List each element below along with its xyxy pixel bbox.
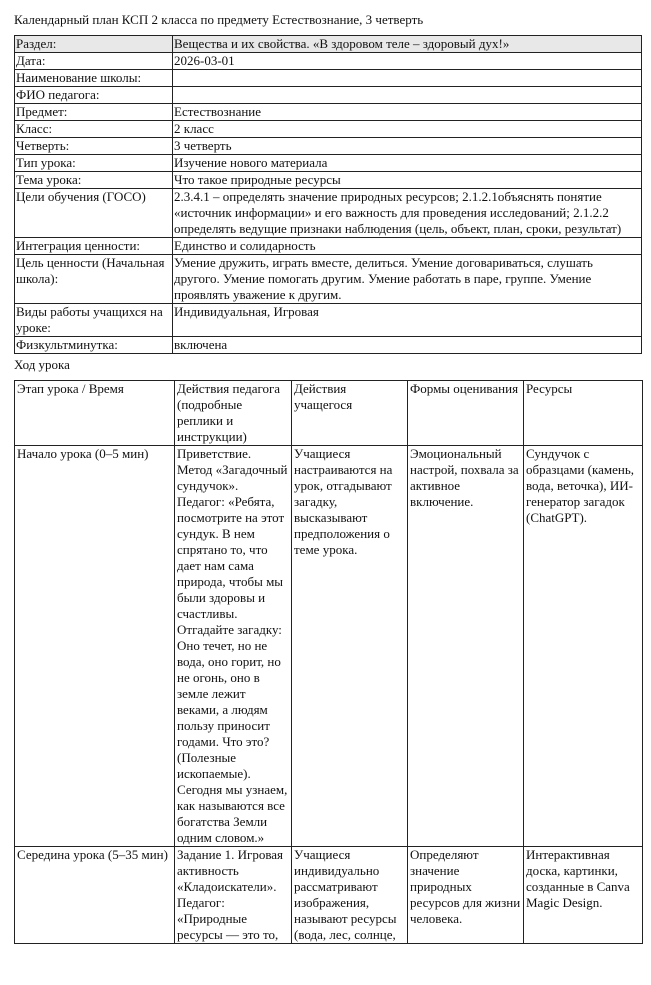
info-key: Тип урока: [15,155,173,172]
lesson-steps-table [14,380,643,944]
info-row [15,121,642,138]
info-value: 2 класс [173,121,642,138]
step-row [15,446,643,847]
info-key: Цели обучения (ГОСО) [15,189,173,238]
info-value [173,70,642,87]
info-value: Изучение нового материала [173,155,642,172]
info-value: 2.3.4.1 – определять значение природных ресурсов; 2.1.2.1объяснять понятие «источник информации» и его важность для проведения исследований; 2.1.2.2 определять ведущие признаки наблюдения (цель, объект, план, сроки, результат) [173,189,642,238]
info-row [15,155,642,172]
info-key: Тема урока: [15,172,173,189]
info-key: Четверть: [15,138,173,155]
info-value: Единство и солидарность [173,238,642,255]
info-key: Дата: [15,53,173,70]
step-student: Учащиеся индивидуально рассматривают изображения, называют ресурсы (вода, лес, солнце, [292,847,408,944]
step-student: Учащиеся настраиваются на урок, отгадывают загадку, высказывают предположения о теме урока. [292,446,408,847]
info-row [15,189,642,238]
info-value [173,87,642,104]
info-key: Предмет: [15,104,173,121]
info-row [15,238,642,255]
info-value: Умение дружить, играть вместе, делиться. Умение договариваться, слушать другого. Умение помогать другим. Умение работать в паре, группе. Умение проявлять уважение к другим. [173,255,642,304]
info-row [15,87,642,104]
info-key: Цель ценности (Начальная школа): [15,255,173,304]
info-value: 2026-03-01 [173,53,642,70]
info-row [15,172,642,189]
info-row [15,337,642,354]
info-key: Виды работы учащихся на уроке: [15,304,173,337]
steps-header-row [15,381,643,446]
info-key: Класс: [15,121,173,138]
header-student: Действия учащегося [292,381,408,446]
step-resources: Сундучок с образцами (камень, вода, веточка), ИИ-генератор загадок (ChatGPT). [524,446,643,847]
step-row [15,847,643,944]
info-row [15,70,642,87]
info-row [15,53,642,70]
info-value: Естествознание [173,104,642,121]
step-assessment: Эмоциональный настрой, похвала за активное включение. [408,446,524,847]
info-row [15,138,642,155]
info-value: Вещества и их свойства. «В здоровом теле – здоровый дух!» [173,36,642,53]
step-stage: Середина урока (5–35 мин) [15,847,175,944]
info-row [15,304,642,337]
info-key: Интеграция ценности: [15,238,173,255]
lesson-flow-label: Ход урока [14,357,70,372]
header-teacher: Действия педагога (подробные реплики и инструкции) [175,381,292,446]
info-key: Физкультминутка: [15,337,173,354]
step-teacher: Задание 1. Игровая активность «Кладоискатели». Педагог: «Природные ресурсы — это то, [175,847,292,944]
info-value: Индивидуальная, Игровая [173,304,642,337]
header-resources: Ресурсы [524,381,643,446]
info-row [15,104,642,121]
info-row [15,255,642,304]
step-resources: Интерактивная доска, картинки, созданные в Canva Magic Design. [524,847,643,944]
info-value: Что такое природные ресурсы [173,172,642,189]
info-row [15,36,642,53]
info-key: Наименование школы: [15,70,173,87]
header-stage: Этап урока / Время [15,381,175,446]
step-teacher: Приветствие. Метод «Загадочный сундучок». Педагог: «Ребята, посмотрите на этот сундук. В нем спрятано то, что дает нам сама природа, чтобы мы были здоровы и счастливы. Отгадайте загадку: Оно течет, но не вода, оно горит, но не огонь, оно в земле лежит веками, а людям пользу приносит годами. Что это? (Полезные ископаемые). Сегодня мы узнаем, как называются все богатства Земли одним словом.» [175,446,292,847]
lesson-info-table [14,35,642,354]
info-key: ФИО педагога: [15,87,173,104]
info-key: Раздел: [15,36,173,53]
header-assessment: Формы оценивания [408,381,524,446]
info-value: 3 четверть [173,138,642,155]
step-stage: Начало урока (0–5 мин) [15,446,175,847]
page-title: Календарный план КСП 2 класса по предмету Естествознание, 3 четверть [14,12,424,27]
step-assessment: Определяют значение природных ресурсов для жизни человека. [408,847,524,944]
info-value: включена [173,337,642,354]
